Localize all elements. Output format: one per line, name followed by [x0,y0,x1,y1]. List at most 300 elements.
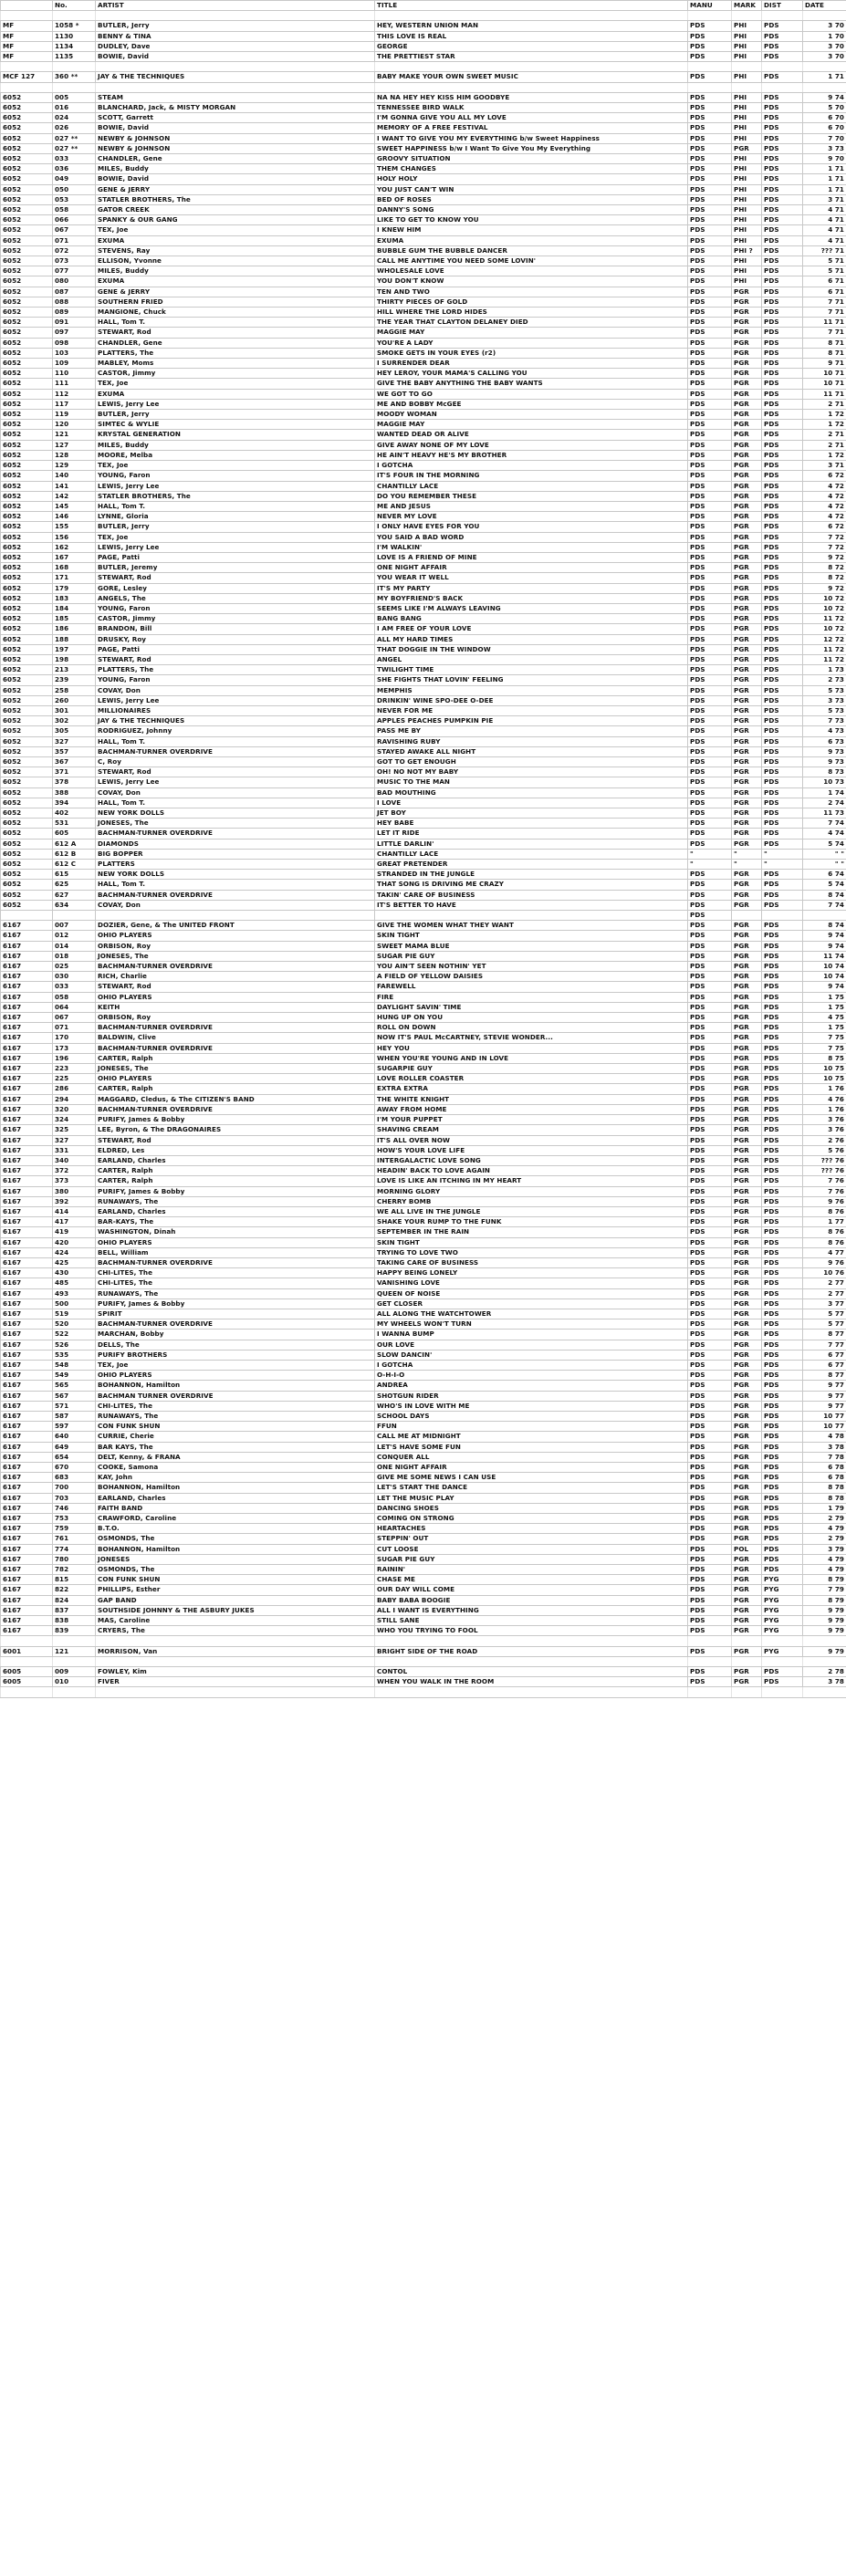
number-cell: 420 [53,1237,96,1247]
manufacturer-cell: PDS [688,1381,732,1391]
manufacturer-cell: PDS [688,1155,732,1165]
manufacturer-cell: PDS [688,1125,732,1135]
date-cell: 7 75 [803,1033,846,1043]
artist-cell: PLATTERS [96,860,375,870]
table-row [1,461,846,471]
date-cell: 4 72 [803,481,846,491]
table-row [1,593,846,603]
date-cell: 8 74 [803,921,846,931]
title-cell: HEADIN' BACK TO LOVE AGAIN [375,1166,688,1176]
table-row [1,1534,846,1544]
title-cell: HEY, WESTERN UNION MAN [375,21,688,31]
date-cell: 1 76 [803,1084,846,1094]
number-cell: 005 [53,92,96,102]
table-row [1,1257,846,1267]
title-cell: COMING ON STRONG [375,1514,688,1524]
mark-cell: PGR [732,1125,762,1135]
prefix-cell: 6052 [1,379,53,389]
blank-row [1,1656,846,1666]
manufacturer-cell: PDS [688,1176,732,1186]
title-cell: I AM FREE OF YOUR LOVE [375,624,688,634]
artist-cell: KEITH [96,1002,375,1012]
artist-cell: DRUSKY, Roy [96,634,375,644]
number-cell: 520 [53,1319,96,1330]
prefix-cell [1,1656,53,1666]
date-cell: 9 79 [803,1616,846,1626]
number-cell: 703 [53,1493,96,1503]
date-cell: 9 79 [803,1646,846,1656]
manufacturer-cell: PDS [688,532,732,542]
title-cell: THAT DOGGIE IN THE WINDOW [375,644,688,654]
prefix-cell: 6167 [1,1483,53,1493]
number-cell: 1134 [53,41,96,51]
prefix-cell: 6052 [1,736,53,746]
date-cell: 4 79 [803,1565,846,1575]
distributor-cell: PDS [762,1677,803,1687]
distributor-cell: PYG [762,1626,803,1636]
artist-cell: ANGELS, The [96,593,375,603]
title-cell: I LOVE [375,798,688,808]
mark-cell: PGR [732,716,762,726]
blank-row [1,1687,846,1697]
table-row [1,1064,846,1074]
mark-cell: PGR [732,603,762,613]
prefix-cell: 6167 [1,1155,53,1165]
distributor-cell: PDS [762,450,803,460]
mark-cell: PGR [732,1288,762,1298]
number-cell: 531 [53,819,96,829]
title-cell: THE WHITE KNIGHT [375,1094,688,1104]
artist-cell: DUDLEY, Dave [96,41,375,51]
manufacturer-cell: PDS [688,491,732,501]
artist-cell: LEE, Byron, & The DRAGONAIRES [96,1125,375,1135]
artist-cell: NEW YORK DOLLS [96,808,375,819]
prefix-cell: 6167 [1,1135,53,1145]
manufacturer-cell: PDS [688,1503,732,1513]
manufacturer-cell: PDS [688,113,732,123]
date-cell: 9 77 [803,1391,846,1401]
distributor-cell: PDS [762,1115,803,1125]
manufacturer-cell: PDS [688,829,732,839]
table-row [1,1186,846,1196]
manufacturer-cell: PDS [688,1340,732,1350]
mark-cell: PGR [732,522,762,532]
table-row [1,1667,846,1677]
mark-cell: PGR [732,1166,762,1176]
table-row [1,992,846,1002]
table-row [1,1360,846,1370]
distributor-cell: PDS [762,634,803,644]
artist-cell: ELLISON, Yvonne [96,256,375,266]
number-cell: 526 [53,1340,96,1350]
artist-cell: BRANDON, Bill [96,624,375,634]
mark-cell: PGR [732,1268,762,1278]
distributor-cell: PDS [762,481,803,491]
date-cell: 7 78 [803,1452,846,1462]
title-cell: SWEET HAPPINESS b/w I Want To Give You My Everything [375,143,688,153]
number-cell: 649 [53,1442,96,1452]
date-cell: 8 75 [803,1053,846,1063]
date-cell: 1 76 [803,1104,846,1114]
mark-cell: PGR [732,1616,762,1626]
table-row [1,787,846,798]
table-row [1,777,846,787]
mark-cell: PGR [732,338,762,348]
date-cell: 9 72 [803,583,846,593]
title-cell: ROLL ON DOWN [375,1023,688,1033]
prefix-cell: 6005 [1,1667,53,1677]
title-cell: BRIGHT SIDE OF THE ROAD [375,1646,688,1656]
table-row [1,1432,846,1442]
number-cell: 087 [53,287,96,297]
manufacturer-cell: PDS [688,880,732,890]
prefix-cell: 6052 [1,174,53,184]
distributor-cell: PDS [762,410,803,420]
mark-cell: PHI [732,215,762,225]
prefix-cell: 6052 [1,369,53,379]
mark-cell: PGR [732,819,762,829]
number-cell: 146 [53,512,96,522]
number-cell: 522 [53,1330,96,1340]
mark-cell: PGR [732,1094,762,1104]
number-cell: 014 [53,941,96,951]
title-cell: NEVER MY LOVE [375,512,688,522]
distributor-cell: PDS [762,143,803,153]
prefix-cell: 6052 [1,849,53,859]
table-row [1,1473,846,1483]
manufacturer-cell: PDS [688,563,732,573]
date-cell: 9 77 [803,1401,846,1411]
number-cell: 053 [53,194,96,204]
title-cell: ALL MY HARD TIMES [375,634,688,644]
date-cell: 10 75 [803,1064,846,1074]
blank-row [1,62,846,72]
date-cell: 7 71 [803,308,846,318]
manufacturer-cell [688,1656,732,1666]
title-cell: BED OF ROSES [375,194,688,204]
prefix-cell: 6052 [1,880,53,890]
number-cell: 640 [53,1432,96,1442]
mark-cell: PGR [732,420,762,430]
manufacturer-cell: PDS [688,143,732,153]
table-row [1,1483,846,1493]
number-cell: 067 [53,1013,96,1023]
header-title: TITLE [375,1,688,11]
date-cell: 4 72 [803,512,846,522]
table-row [1,481,846,491]
number-cell: 424 [53,1247,96,1257]
prefix-cell: 6052 [1,430,53,440]
date-cell: 4 72 [803,491,846,501]
number-cell: 301 [53,705,96,715]
mark-cell: PGR [732,1196,762,1206]
prefix-cell: MF [1,21,53,31]
table-row [1,1626,846,1636]
prefix-cell: 6052 [1,685,53,695]
number-cell: 167 [53,552,96,562]
artist-cell: LYNNE, Gloria [96,512,375,522]
number-cell: 025 [53,962,96,972]
title-cell: JET BOY [375,808,688,819]
prefix-cell: 6052 [1,756,53,767]
mark-cell: PGR [732,900,762,910]
number-cell: 140 [53,471,96,481]
number-cell [53,11,96,21]
mark-cell: PHI [732,52,762,62]
artist-cell: YOUNG, Faron [96,603,375,613]
manufacturer-cell: PDS [688,675,732,685]
date-cell: 9 74 [803,92,846,102]
manufacturer-cell: PDS [688,982,732,992]
table-row [1,1595,846,1605]
distributor-cell: PDS [762,1196,803,1206]
table-row [1,102,846,112]
number-cell: 186 [53,624,96,634]
mark-cell: PGR [732,1155,762,1165]
table-row [1,1125,846,1135]
mark-cell: PHI [732,72,762,82]
mark-cell: PGR [732,1463,762,1473]
header-row [1,1,846,11]
prefix-cell: 6052 [1,501,53,511]
mark-cell: PGR [732,685,762,695]
artist-cell: CRYERS, The [96,1626,375,1636]
mark-cell: PHI [732,194,762,204]
artist-cell [96,82,375,92]
prefix-cell: 6052 [1,644,53,654]
date-cell: 2 79 [803,1514,846,1524]
manufacturer-cell: PDS [688,1013,732,1023]
mark-cell: PGR [732,1360,762,1370]
date-cell: 1 74 [803,787,846,798]
mark-cell: PGR [732,1002,762,1012]
date-cell: 1 71 [803,174,846,184]
table-row [1,72,846,82]
date-cell: 4 71 [803,225,846,235]
header-distributor: DIST [762,1,803,11]
date-cell: 4 71 [803,235,846,245]
distributor-cell: PDS [762,235,803,245]
distributor-cell: PDS [762,777,803,787]
date-cell: 2 71 [803,440,846,450]
mark-cell: PGR [732,1186,762,1196]
table-row [1,911,846,921]
mark-cell: PGR [732,1667,762,1677]
number-cell: 360 ** [53,72,96,82]
prefix-cell: 6052 [1,900,53,910]
mark-cell: PGR [732,931,762,941]
date-cell: 10 76 [803,1268,846,1278]
artist-cell: TEX, Joe [96,461,375,471]
distributor-cell: PDS [762,614,803,624]
table-row [1,143,846,153]
mark-cell: PGR [732,767,762,777]
distributor-cell: PDS [762,430,803,440]
artist-cell: STEWART, Rod [96,767,375,777]
date-cell: 7 77 [803,1340,846,1350]
artist-cell: BOWIE, David [96,52,375,62]
title-cell: I'M GONNA GIVE YOU ALL MY LOVE [375,113,688,123]
number-cell: 196 [53,1053,96,1063]
distributor-cell: PDS [762,665,803,675]
number-cell: 327 [53,1135,96,1145]
mark-cell: PGR [732,512,762,522]
table-row [1,1298,846,1309]
mark-cell: PGR [732,359,762,369]
artist-cell: BENNY & TINA [96,31,375,41]
table-row [1,113,846,123]
prefix-cell: 6052 [1,471,53,481]
manufacturer-cell: PDS [688,1217,732,1227]
date-cell: ??? 76 [803,1155,846,1165]
table-row [1,1084,846,1094]
distributor-cell: PDS [762,1503,803,1513]
table-row [1,614,846,624]
artist-cell: BACHMAN-TURNER OVERDRIVE [96,746,375,756]
mark-cell: " [732,849,762,859]
mark-cell: PGR [732,348,762,358]
title-cell: I WANNA BUMP [375,1330,688,1340]
table-row [1,603,846,613]
number-cell: 142 [53,491,96,501]
prefix-cell: 6167 [1,1514,53,1524]
manufacturer-cell: PDS [688,1473,732,1483]
title-cell: ONE NIGHT AFFAIR [375,563,688,573]
title-cell: FIRE [375,992,688,1002]
manufacturer-cell: PDS [688,1432,732,1442]
title-cell: TRYING TO LOVE TWO [375,1247,688,1257]
artist-cell: FOWLEY, Kim [96,1667,375,1677]
date-cell: 6 74 [803,870,846,880]
distributor-cell: PDS [762,348,803,358]
table-row [1,359,846,369]
table-row [1,1227,846,1237]
artist-cell: GORE, Lesley [96,583,375,593]
mark-cell: PHI [732,235,762,245]
number-cell: 127 [53,440,96,450]
mark-cell: PGR [732,1104,762,1114]
table-row [1,1442,846,1452]
artist-cell: OHIO PLAYERS [96,1371,375,1381]
number-cell: 091 [53,318,96,328]
distributor-cell: PDS [762,72,803,82]
mark-cell: PGR [732,1074,762,1084]
mark-cell [732,82,762,92]
date-cell: 7 76 [803,1186,846,1196]
mark-cell: PGR [732,1330,762,1340]
number-cell: 258 [53,685,96,695]
prefix-cell: 6052 [1,839,53,849]
number-cell: 302 [53,716,96,726]
table-row [1,194,846,204]
number-cell: 305 [53,726,96,736]
distributor-cell: PDS [762,839,803,849]
artist-cell: TEX, Joe [96,379,375,389]
table-row [1,184,846,194]
table-row [1,1278,846,1288]
artist-cell: OHIO PLAYERS [96,1237,375,1247]
table-row [1,1104,846,1114]
mark-cell: PGR [732,379,762,389]
distributor-cell: PDS [762,1257,803,1267]
date-cell: 7 79 [803,1585,846,1595]
distributor-cell: PDS [762,522,803,532]
header-artist: ARTIST [96,1,375,11]
prefix-cell: 6052 [1,297,53,307]
mark-cell: PGR [732,328,762,338]
title-cell: I GOTCHA [375,1360,688,1370]
distributor-cell: PDS [762,756,803,767]
number-cell: 700 [53,1483,96,1493]
date-cell: 9 74 [803,931,846,941]
prefix-cell: 6052 [1,675,53,685]
artist-cell: YOUNG, Faron [96,471,375,481]
artist-cell: STEWART, Rod [96,573,375,583]
manufacturer-cell: PDS [688,1023,732,1033]
mark-cell: PGR [732,1227,762,1237]
mark-cell: PGR [732,143,762,153]
title-cell: LET'S HAVE SOME FUN [375,1442,688,1452]
title-cell: QUEEN OF NOISE [375,1288,688,1298]
date-cell: 7 76 [803,1176,846,1186]
title-cell: DRINKIN' WINE SPO-DEE O-DEE [375,695,688,705]
artist-cell: BLANCHARD, Jack, & MISTY MORGAN [96,102,375,112]
artist-cell [96,1636,375,1646]
number-cell: 549 [53,1371,96,1381]
manufacturer-cell: PDS [688,962,732,972]
artist-cell: OHIO PLAYERS [96,992,375,1002]
prefix-cell: 6052 [1,92,53,102]
date-cell: 7 73 [803,716,846,726]
mark-cell: PGR [732,1206,762,1216]
distributor-cell: PDS [762,287,803,297]
manufacturer-cell: " [688,860,732,870]
number-cell: 1058 * [53,21,96,31]
table-row [1,133,846,143]
table-row [1,767,846,777]
prefix-cell: 6167 [1,1043,53,1053]
prefix-cell: 6167 [1,1463,53,1473]
distributor-cell: PDS [762,1360,803,1370]
prefix-cell: 6167 [1,1585,53,1595]
mark-cell: PGR [732,1605,762,1615]
title-cell: I SURRENDER DEAR [375,359,688,369]
table-row [1,634,846,644]
distributor-cell: PDS [762,573,803,583]
table-row [1,542,846,552]
manufacturer-cell: PDS [688,235,732,245]
manufacturer-cell: PDS [688,1616,732,1626]
number-cell: 117 [53,399,96,409]
number-cell: 080 [53,276,96,287]
manufacturer-cell: PDS [688,900,732,910]
date-cell: 9 73 [803,756,846,767]
prefix-cell: 6052 [1,461,53,471]
artist-cell: MOORE, Melba [96,450,375,460]
number-cell: 128 [53,450,96,460]
date-cell: 12 72 [803,634,846,644]
manufacturer-cell: PDS [688,1452,732,1462]
title-cell: SHOTGUN RIDER [375,1391,688,1401]
prefix-cell: 6052 [1,143,53,153]
distributor-cell: PDS [762,890,803,900]
date-cell: 3 79 [803,1544,846,1554]
title-cell: HOW'S YOUR LOVE LIFE [375,1145,688,1155]
prefix-cell [1,1687,53,1697]
manufacturer-cell: PDS [688,1309,732,1319]
table-row [1,92,846,102]
date-cell: 5 71 [803,266,846,276]
